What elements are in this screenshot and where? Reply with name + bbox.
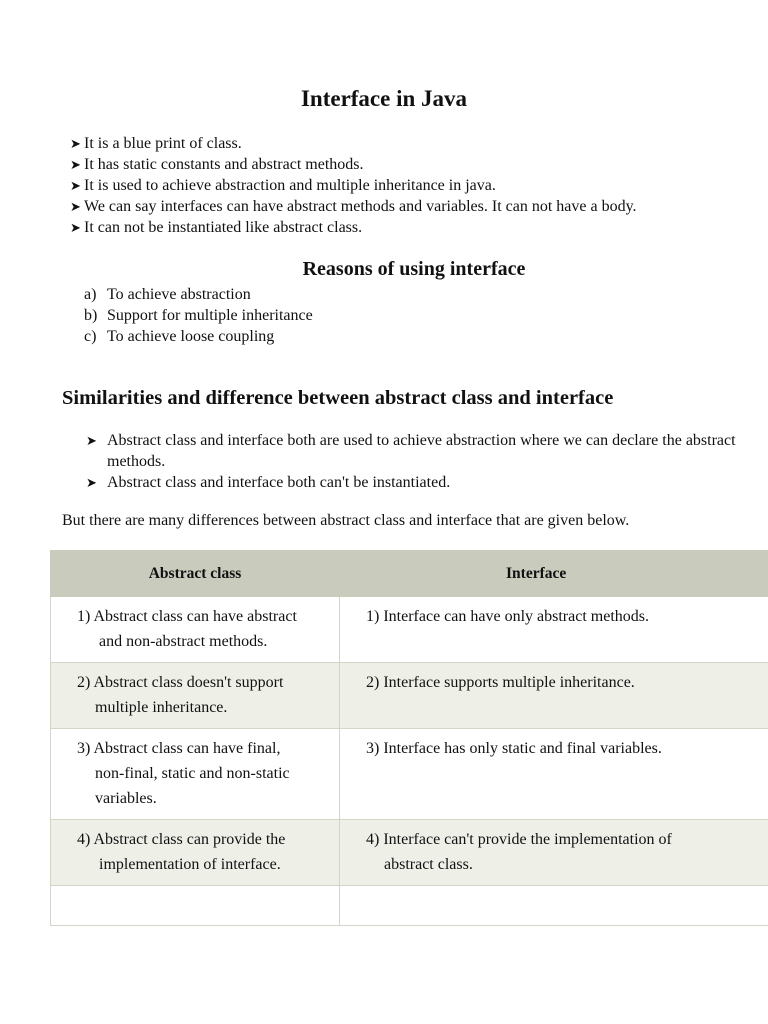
- cell-line: 3) Interface has only static and final variables.: [366, 740, 662, 757]
- table-cell: [51, 663, 340, 729]
- cell-line: non-final, static and non-static: [95, 765, 290, 782]
- table-cell: [340, 820, 768, 886]
- cell-line: 2) Interface supports multiple inheritance.: [366, 674, 635, 691]
- differences-intro: But there are many differences between abstract class and interface that are given below.: [62, 512, 630, 529]
- list-item: [70, 196, 637, 217]
- list-item-text: Abstract class and interface both can't be instantiated.: [107, 474, 451, 491]
- list-item-text: It can not be instantiated like abstract class.: [84, 219, 363, 236]
- list-item-text: To achieve abstraction: [107, 286, 251, 303]
- column-header-abstract-class: Abstract class: [51, 551, 340, 597]
- list-item: [84, 284, 313, 305]
- arrowhead-bullet-icon: ➤: [70, 220, 81, 235]
- table-cell: [340, 663, 768, 729]
- list-item-text: It is used to achieve abstraction and multiple inheritance in java.: [84, 177, 496, 194]
- arrowhead-bullet-icon: ➤: [70, 178, 81, 193]
- reasons-heading: Reasons of using interface: [302, 258, 526, 280]
- arrowhead-bullet-icon: ➤: [70, 157, 81, 172]
- cell-line: 4) Interface can't provide the implementation of: [366, 831, 672, 848]
- table-cell: [340, 729, 768, 820]
- reasons-list: [84, 284, 313, 347]
- comparison-table: [50, 550, 768, 926]
- cell-line: multiple inheritance.: [95, 699, 228, 716]
- cell-line: 2) Abstract class doesn't support: [77, 674, 284, 691]
- cell-line: 4) Abstract class can provide the: [77, 831, 286, 848]
- table-cell: [51, 729, 340, 820]
- column-header-interface: Interface: [340, 551, 768, 597]
- cell-line: variables.: [95, 790, 157, 807]
- cell-line: and non-abstract methods.: [99, 633, 268, 650]
- page-title: Interface in Java: [300, 86, 468, 111]
- arrowhead-bullet-icon: ➤: [70, 136, 81, 151]
- list-item-text: To achieve loose coupling: [107, 328, 275, 345]
- cell-line: 1) Interface can have only abstract methods.: [366, 608, 649, 625]
- list-item-text: It is a blue print of class.: [84, 135, 242, 152]
- cell-line: 3) Abstract class can have final,: [77, 740, 281, 757]
- table-row: [51, 820, 768, 886]
- list-item-text: Abstract class and interface both are used to achieve abstraction where we can declare the abstract methods.: [107, 432, 736, 470]
- list-marker: a): [84, 286, 97, 303]
- table-cell: [51, 886, 340, 926]
- table-row: [51, 597, 768, 663]
- table-cell: [340, 886, 768, 926]
- similarities-heading: Similarities and difference between abstract class and interface: [62, 387, 614, 409]
- table-cell: [51, 597, 340, 663]
- table-header-row: [51, 551, 768, 597]
- cell-line: 1) Abstract class can have abstract: [77, 608, 297, 625]
- list-item: [70, 133, 637, 154]
- arrowhead-bullet-icon: ➤: [86, 475, 97, 490]
- table-row: [51, 886, 768, 926]
- list-item-text: We can say interfaces can have abstract methods and variables. It can not have a body.: [84, 198, 637, 215]
- table-row: [51, 663, 768, 729]
- list-item-text: Support for multiple inheritance: [107, 307, 313, 324]
- list-marker: b): [84, 307, 98, 324]
- table-row: [51, 729, 768, 820]
- list-item: [70, 154, 637, 175]
- list-item-text: It has static constants and abstract methods.: [84, 156, 364, 173]
- interface-facts-list: [70, 133, 637, 238]
- list-item: [70, 217, 637, 238]
- list-item: [84, 305, 313, 326]
- list-item: [84, 326, 313, 347]
- arrowhead-bullet-icon: ➤: [70, 199, 81, 214]
- list-marker: c): [84, 328, 97, 345]
- cell-line: implementation of interface.: [99, 856, 281, 873]
- arrowhead-bullet-icon: ➤: [86, 433, 97, 448]
- list-item: [86, 472, 746, 493]
- similarities-list: [86, 430, 746, 493]
- list-item: [70, 175, 637, 196]
- list-item: [86, 430, 746, 472]
- table-cell: [340, 597, 768, 663]
- table-cell: [51, 820, 340, 886]
- cell-line: abstract class.: [384, 856, 473, 873]
